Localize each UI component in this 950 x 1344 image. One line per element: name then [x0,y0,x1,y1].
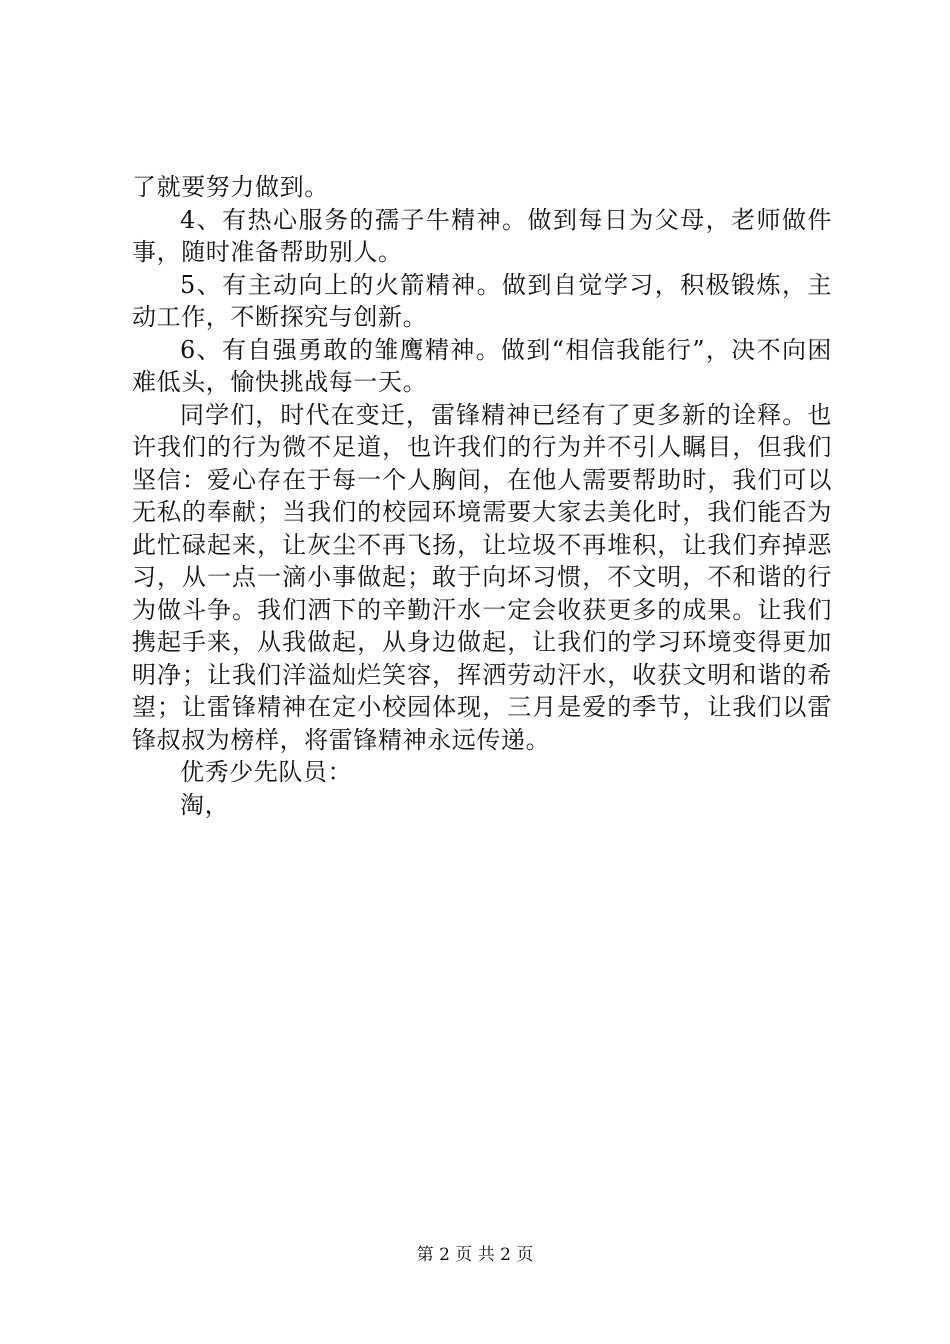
paragraph-item-5: 5、有主动向上的火箭精神。做到自觉学习，积极锻炼，主动工作，不断探究与创新。 [132,270,832,331]
paragraph-name: 淘， [180,790,230,819]
paragraph-closing: 同学们，时代在变迁，雷锋精神已经有了更多新的诠释。也许我们的行为微不足道，也许我们的行为并不引人瞩目，但我们坚信：爱心存在于每一个人胸间，在他人需要帮助时，我们可以无私的奉献；当我们的校园环境需要大家去美化时，我们能否为此忙碌起来，让灰尘不再飞扬，让垃圾不再堆积，让我们弃掉恶习，从一点一滴小事做起；敢于向坏习惯，不文明，不和谐的行为做斗争。我们洒下的辛勤汗水一定会收获更多的成果。让我们携起手来，从我做起，从身边做起，让我们的学习环境变得更加明净；让我们洋溢灿烂笑容，挥洒劳动汗水，收获文明和谐的希望；让雷锋精神在定小校园体现，三月是爱的季节，让我们以雷锋叔叔为榜样，将雷锋精神永远传递。 [132,400,832,754]
paragraph-heading-excellent-pioneer: 优秀少先队员： [180,758,353,786]
paragraph-item-4: 4、有热心服务的孺子牛精神。做到每日为父母，老师做件事，随时准备帮助别人。 [132,205,832,266]
paragraph-continuation: 了就要努力做到。 [132,173,329,201]
paragraph-item-6: 6、有自强勇敢的雏鹰精神。做到“相信我能行”，决不向困难低头，愉快挑战每一天。 [132,335,832,396]
page-footer: 第 2 页 共 2 页 [416,1245,534,1265]
document-body [132,171,832,821]
